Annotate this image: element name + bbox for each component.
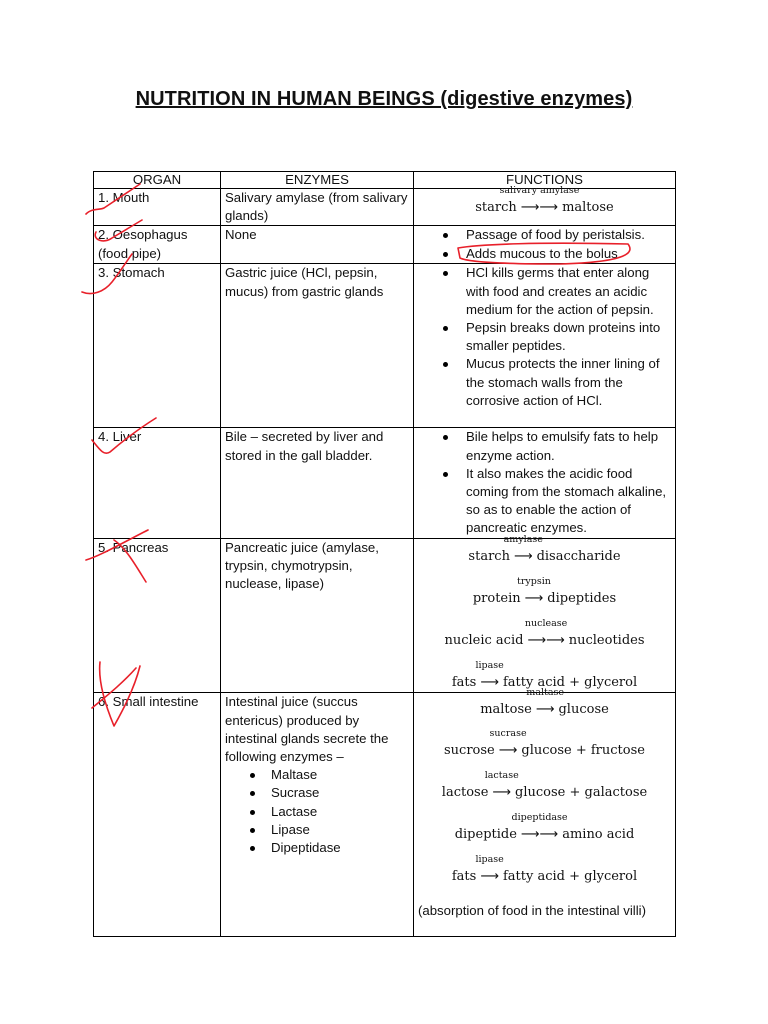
header-organ: ORGAN	[94, 172, 221, 189]
reaction	[418, 720, 671, 760]
reaction-arrow	[524, 618, 568, 650]
list-item: Sucrase	[271, 784, 409, 802]
table-row	[94, 264, 676, 428]
reaction	[418, 760, 671, 802]
list-item: Maltase	[271, 766, 409, 784]
functions-cell	[414, 428, 676, 538]
page-title: NUTRITION IN HUMAN BEINGS (digestive enzymes)	[135, 88, 633, 110]
product: glucose + fructose	[521, 742, 645, 758]
organ-cell: 6. Small intestine	[94, 693, 221, 937]
functions-cell	[414, 533, 676, 693]
product: disaccharide	[536, 548, 621, 564]
reactant: lactose	[441, 784, 489, 800]
absorption-note: (absorption of food in the intestinal villi)	[418, 903, 646, 919]
reaction	[418, 533, 671, 566]
reaction	[418, 802, 671, 844]
list-item: Dipeptidase	[271, 839, 409, 857]
table-row	[94, 538, 676, 693]
product: maltose	[562, 200, 614, 215]
list-item: HCl kills germs that enter along with food and creates an acidic medium for the action of pepsin.	[466, 264, 671, 319]
reactant: fats	[451, 869, 477, 885]
reactant: nucleic acid	[444, 633, 524, 649]
list-item: Bile helps to emulsify fats to help enzyme action.	[466, 428, 671, 464]
function-list	[418, 226, 671, 262]
enzymes-cell	[221, 693, 414, 937]
reaction-arrow	[511, 812, 568, 844]
table-row	[94, 226, 676, 264]
reaction	[418, 185, 671, 217]
function-list	[418, 428, 671, 537]
organ-cell: 5. Pancreas	[94, 538, 221, 693]
organ-cell: 1. Mouth	[94, 189, 221, 226]
enzyme-label: dipeptidase	[511, 812, 568, 824]
list-item: Adds mucous to the bolus.	[466, 245, 671, 263]
enzyme-label: maltase	[526, 687, 565, 699]
reaction-arrow	[499, 185, 580, 217]
arrow-icon: ⟶	[524, 590, 544, 606]
reaction-arrow	[526, 687, 565, 719]
arrow-icon: ⟶	[492, 784, 512, 800]
reactant: sucrose	[444, 742, 495, 758]
reaction	[418, 566, 671, 608]
reaction-arrow	[503, 533, 543, 566]
header-enzymes: ENZYMES	[221, 172, 414, 189]
enzymes-text: Intestinal juice (succus entericus) produced by intestinal glands secrete the following enzymes –	[225, 694, 389, 765]
reactant: maltose	[480, 702, 532, 718]
table-row	[94, 693, 676, 937]
reaction-arrow	[484, 769, 519, 802]
enzymes-cell: Salivary amylase (from salivary glands)	[221, 189, 414, 226]
enzyme-label: lipase	[475, 854, 504, 866]
reaction-arrow	[517, 575, 551, 608]
list-item: Passage of food by peristalsis.	[466, 226, 671, 244]
reaction	[418, 608, 671, 650]
reaction	[418, 650, 671, 692]
organ-cell: 4. Liver	[94, 428, 221, 538]
reaction-arrow	[489, 727, 527, 760]
reactant: starch	[468, 548, 510, 564]
enzyme-label: lipase	[475, 660, 504, 672]
functions-cell	[414, 226, 676, 264]
product: fatty acid + glycerol	[502, 675, 638, 691]
list-item: Pepsin breaks down proteins into smaller peptides.	[466, 319, 671, 355]
product: glucose	[558, 702, 609, 718]
reactant: protein	[472, 590, 521, 606]
function-list	[418, 264, 671, 410]
functions-cell	[414, 687, 676, 937]
arrow-icon: ⟶⟶	[527, 633, 565, 649]
enzymes-cell: Bile – secreted by liver and stored in the gall bladder.	[221, 428, 414, 538]
enzyme-list	[225, 766, 409, 857]
arrow-icon: ⟶	[480, 869, 499, 885]
product: amino acid	[562, 827, 635, 843]
product: nucleotides	[568, 633, 645, 649]
list-item: Mucus protects the inner lining of the stomach walls from the corrosive action of HCl.	[466, 355, 671, 410]
arrow-icon: ⟶	[535, 702, 555, 718]
enzyme-label: amylase	[503, 533, 543, 545]
arrow-icon: ⟶⟶	[520, 827, 559, 843]
table-row	[94, 189, 676, 226]
organ-cell: 2. Oesophagus (food pipe)	[94, 226, 221, 264]
list-item: It also makes the acidic food coming from the stomach alkaline, so as to enable the action of pancreatic enzymes.	[466, 465, 671, 538]
reaction-arrow	[475, 660, 504, 692]
reaction	[418, 844, 671, 886]
product: glucose + galactose	[515, 784, 648, 800]
product: fatty acid + glycerol	[502, 869, 638, 885]
table-row	[94, 428, 676, 538]
enzyme-label: salivary amylase	[499, 185, 580, 196]
enzyme-label: sucrase	[489, 727, 527, 739]
reaction	[418, 687, 671, 719]
enzyme-label: lactase	[484, 769, 519, 781]
enzymes-cell: Pancreatic juice (amylase, trypsin, chymotrypsin, nuclease, lipase)	[221, 538, 414, 693]
enzyme-label: nuclease	[524, 618, 568, 630]
reactant: dipeptide	[454, 827, 517, 843]
table-header-row	[94, 172, 676, 189]
product: dipeptides	[547, 590, 617, 606]
organ-cell: 3. Stomach	[94, 264, 221, 428]
reactant: starch	[475, 200, 517, 215]
functions-cell	[414, 185, 676, 226]
enzymes-cell: Gastric juice (HCl, pepsin, mucus) from gastric glands	[221, 264, 414, 428]
header-functions: FUNCTIONS	[414, 172, 676, 189]
arrow-icon: ⟶⟶	[520, 200, 559, 215]
enzymes-cell: None	[221, 226, 414, 264]
arrow-icon: ⟶	[513, 548, 533, 564]
enzyme-label: trypsin	[517, 575, 551, 587]
arrow-icon: ⟶	[480, 675, 499, 691]
list-item: Lipase	[271, 821, 409, 839]
arrow-icon: ⟶	[498, 742, 518, 758]
list-item: Lactase	[271, 803, 409, 821]
functions-cell	[414, 264, 676, 428]
enzymes-table	[93, 171, 676, 937]
reactant: fats	[451, 675, 477, 691]
reaction-arrow	[475, 854, 504, 886]
